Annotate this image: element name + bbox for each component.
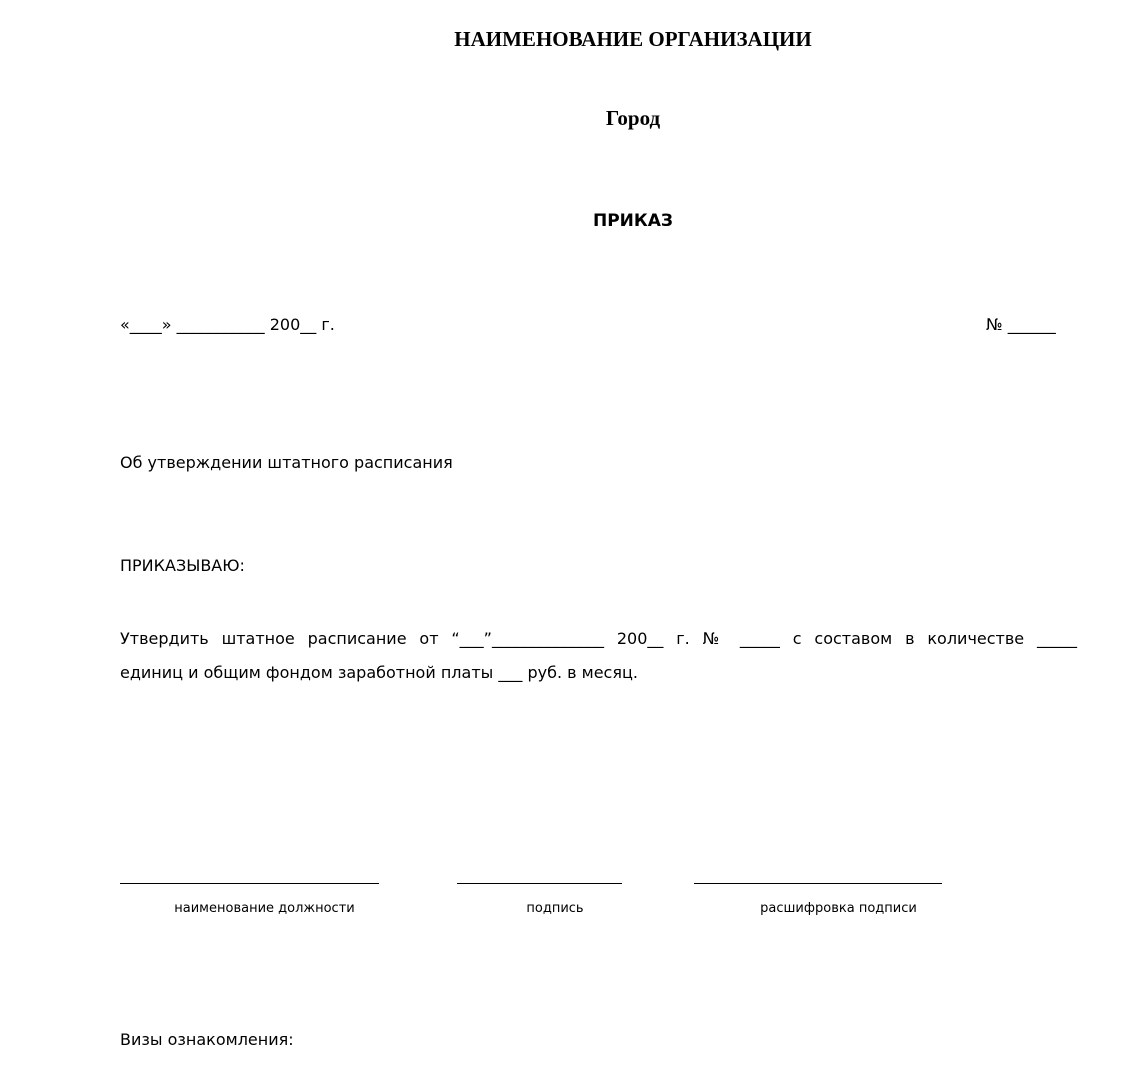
order-paragraph bbox=[120, 622, 1077, 690]
signature-label: подпись bbox=[526, 901, 584, 916]
organization-name: НАИМЕНОВАНИЕ ОРГАНИЗАЦИИ bbox=[454, 27, 812, 51]
position-label: наименование должности bbox=[174, 901, 355, 916]
city-name: Город bbox=[605, 106, 661, 130]
order-subject: Об утверждении штатного расписания bbox=[120, 453, 453, 472]
order-number-field: № ______ bbox=[986, 315, 1056, 334]
order-paragraph-line-2: единиц и общим фондом заработной платы ___ руб. в месяц. bbox=[120, 663, 638, 682]
position-signature-line bbox=[120, 883, 379, 884]
order-paragraph-line-1: Утвердить штатное расписание от “___”______________ 200__ г. № _____ с составом в количестве _____ bbox=[120, 629, 1077, 648]
signature-line bbox=[457, 883, 622, 884]
document-title: ПРИКАЗ bbox=[592, 211, 674, 231]
decoding-signature-line bbox=[694, 883, 942, 884]
acknowledgement-visas: Визы ознакомления: bbox=[120, 1030, 294, 1049]
decoding-label: расшифровка подписи bbox=[760, 901, 917, 916]
order-directive: ПРИКАЗЫВАЮ: bbox=[120, 556, 245, 575]
order-date-field: «____» ___________ 200__ г. bbox=[120, 315, 335, 334]
